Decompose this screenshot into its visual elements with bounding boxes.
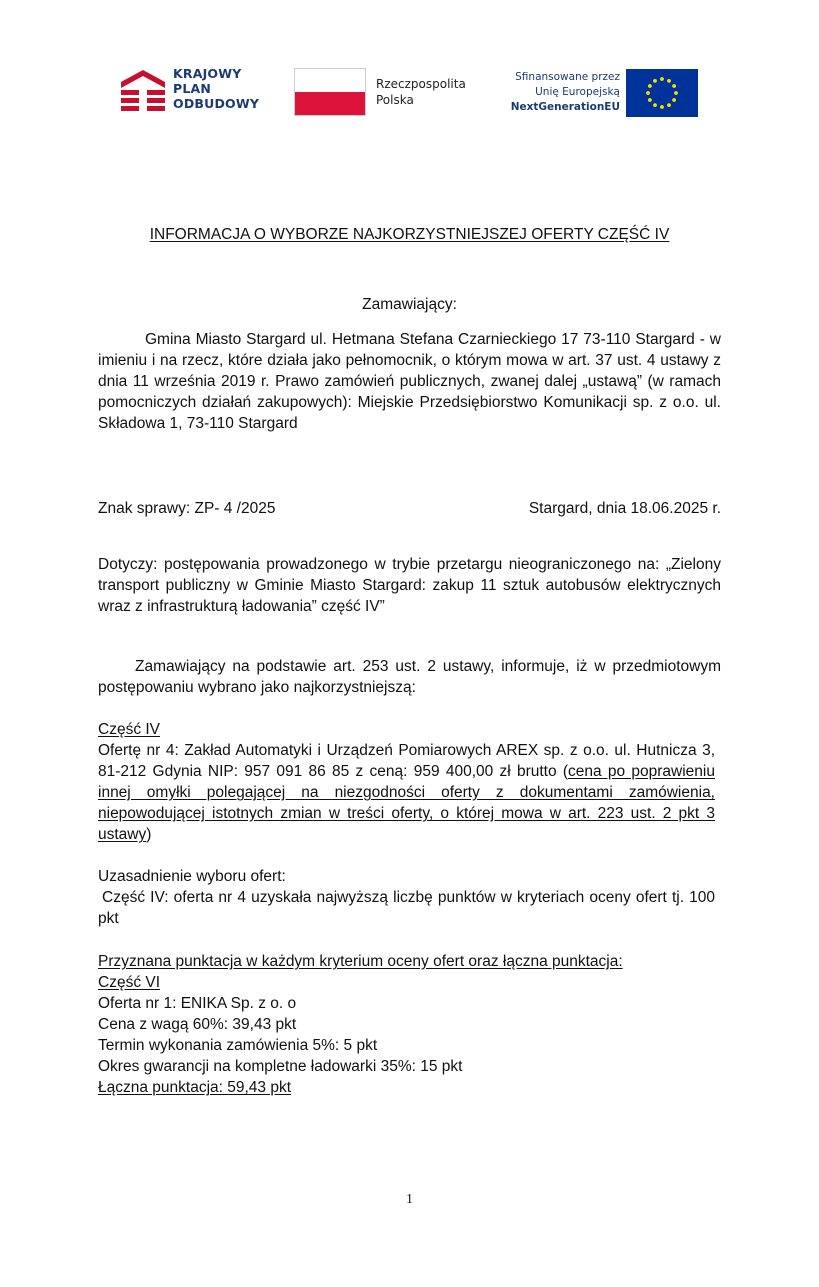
justification-heading: Uzasadnienie wyboru ofert: (98, 868, 286, 885)
selected-offer-paragraph (98, 740, 715, 845)
kpo-line-2: PLAN (173, 81, 212, 96)
page-number: 1 (406, 1192, 413, 1207)
justification-body: Część IV: oferta nr 4 uzyskała najwyższą liczbę punktów w kryteriach oceny ofert tj. 100 pkt (98, 889, 715, 927)
eu-line-2: Unię Europejską (535, 86, 620, 98)
scoring-heading: Przyznana punktacja w każdym kryterium oceny ofert oraz łączna punktacja: (98, 953, 623, 970)
ordering-party-paragraph: Gmina Miasto Stargard ul. Hetmana Stefana Czarnieckiego 17 73-110 Stargard - w imieniu i na rzecz, które działa jako pełnomocnik, o którym mowa w art. 37 ust. 4 ustawy z dnia 11 września 2019 r. Prawo zamówień publicznych, zwanej dalej „ustawą” (w ramach pomocniczych działań zakupowych): Miejskie Przedsiębiorstwo Komunikacji sp. z o.o. ul. Składowa 1, 73-110 Stargard (98, 331, 721, 432)
rzeczpospolita-polska-logo (294, 68, 474, 118)
score-price: Cena z wagą 60%: 39,43 pkt (98, 1016, 297, 1033)
scoring-part-label: Część VI (98, 974, 161, 991)
closing-parenthesis: ) (146, 826, 152, 843)
eu-line-1: Sfinansowane przez (515, 71, 620, 83)
eu-flag-icon (626, 69, 698, 117)
subject-paragraph: Dotyczy: postępowania prowadzonego w trybie przetargu nieograniczonego na: „Zielony transport publiczny w Gminie Miasto Stargard: zakup 11 sztuk autobusów elektrycznych wraz z infrastrukturą ładowania” część IV” (98, 556, 721, 615)
ordering-party-heading: Zamawiający: (362, 296, 457, 313)
krajowy-plan-odbudowy-logo (121, 66, 271, 118)
score-warranty: Okres gwarancji na kompletne ładowarki 35%: 15 pkt (98, 1058, 463, 1075)
kpo-line-3: ODBUDOWY (173, 96, 260, 111)
price-correction-note: cena po poprawieniu innej omyłki polegającej na niezgodności oferty z dokumentami zamówienia, niepowodującej istotnych zmian w treści oferty, o której mowa w art. 223 ust. 2 pkt 3 ustawy (98, 763, 715, 843)
rp-line-1: Rzeczpospolita (376, 77, 466, 91)
kpo-emblem-icon (121, 68, 165, 114)
score-delivery-time: Termin wykonania zamówienia 5%: 5 pkt (98, 1037, 378, 1054)
eu-line-3: NextGenerationEU (510, 101, 620, 113)
intro-paragraph: Zamawiający na podstawie art. 253 ust. 2 ustawy, informuje, iż w przedmiotowym postępowaniu wybrano jako najkorzystniejszą: (98, 658, 721, 696)
part-iv-heading: Część IV (98, 721, 161, 738)
polish-flag-icon (294, 68, 366, 116)
score-total: Łączna punktacja: 59,43 pkt (98, 1079, 292, 1096)
scored-offer: Oferta nr 1: ENIKA Sp. z o. o (98, 995, 297, 1012)
kpo-line-1: KRAJOWY (173, 66, 242, 81)
eu-funding-logo (497, 68, 702, 118)
case-number: Znak sprawy: ZP- 4 /2025 (98, 500, 276, 517)
rp-line-2: Polska (376, 93, 414, 107)
document-title: INFORMACJA O WYBORZE NAJKORZYSTNIEJSZEJ OFERTY CZĘŚĆ IV (149, 226, 670, 243)
place-and-date: Stargard, dnia 18.06.2025 r. (528, 500, 721, 517)
selected-offer-text: Ofertę nr 4: Zakład Automatyki i Urządzeń Pomiarowych AREX sp. z o.o. ul. Hutnicza 3, 81-212 Gdynia NIP: 957 091 86 85 z ceną: 959 400,00 zł brutto ( (98, 742, 715, 780)
